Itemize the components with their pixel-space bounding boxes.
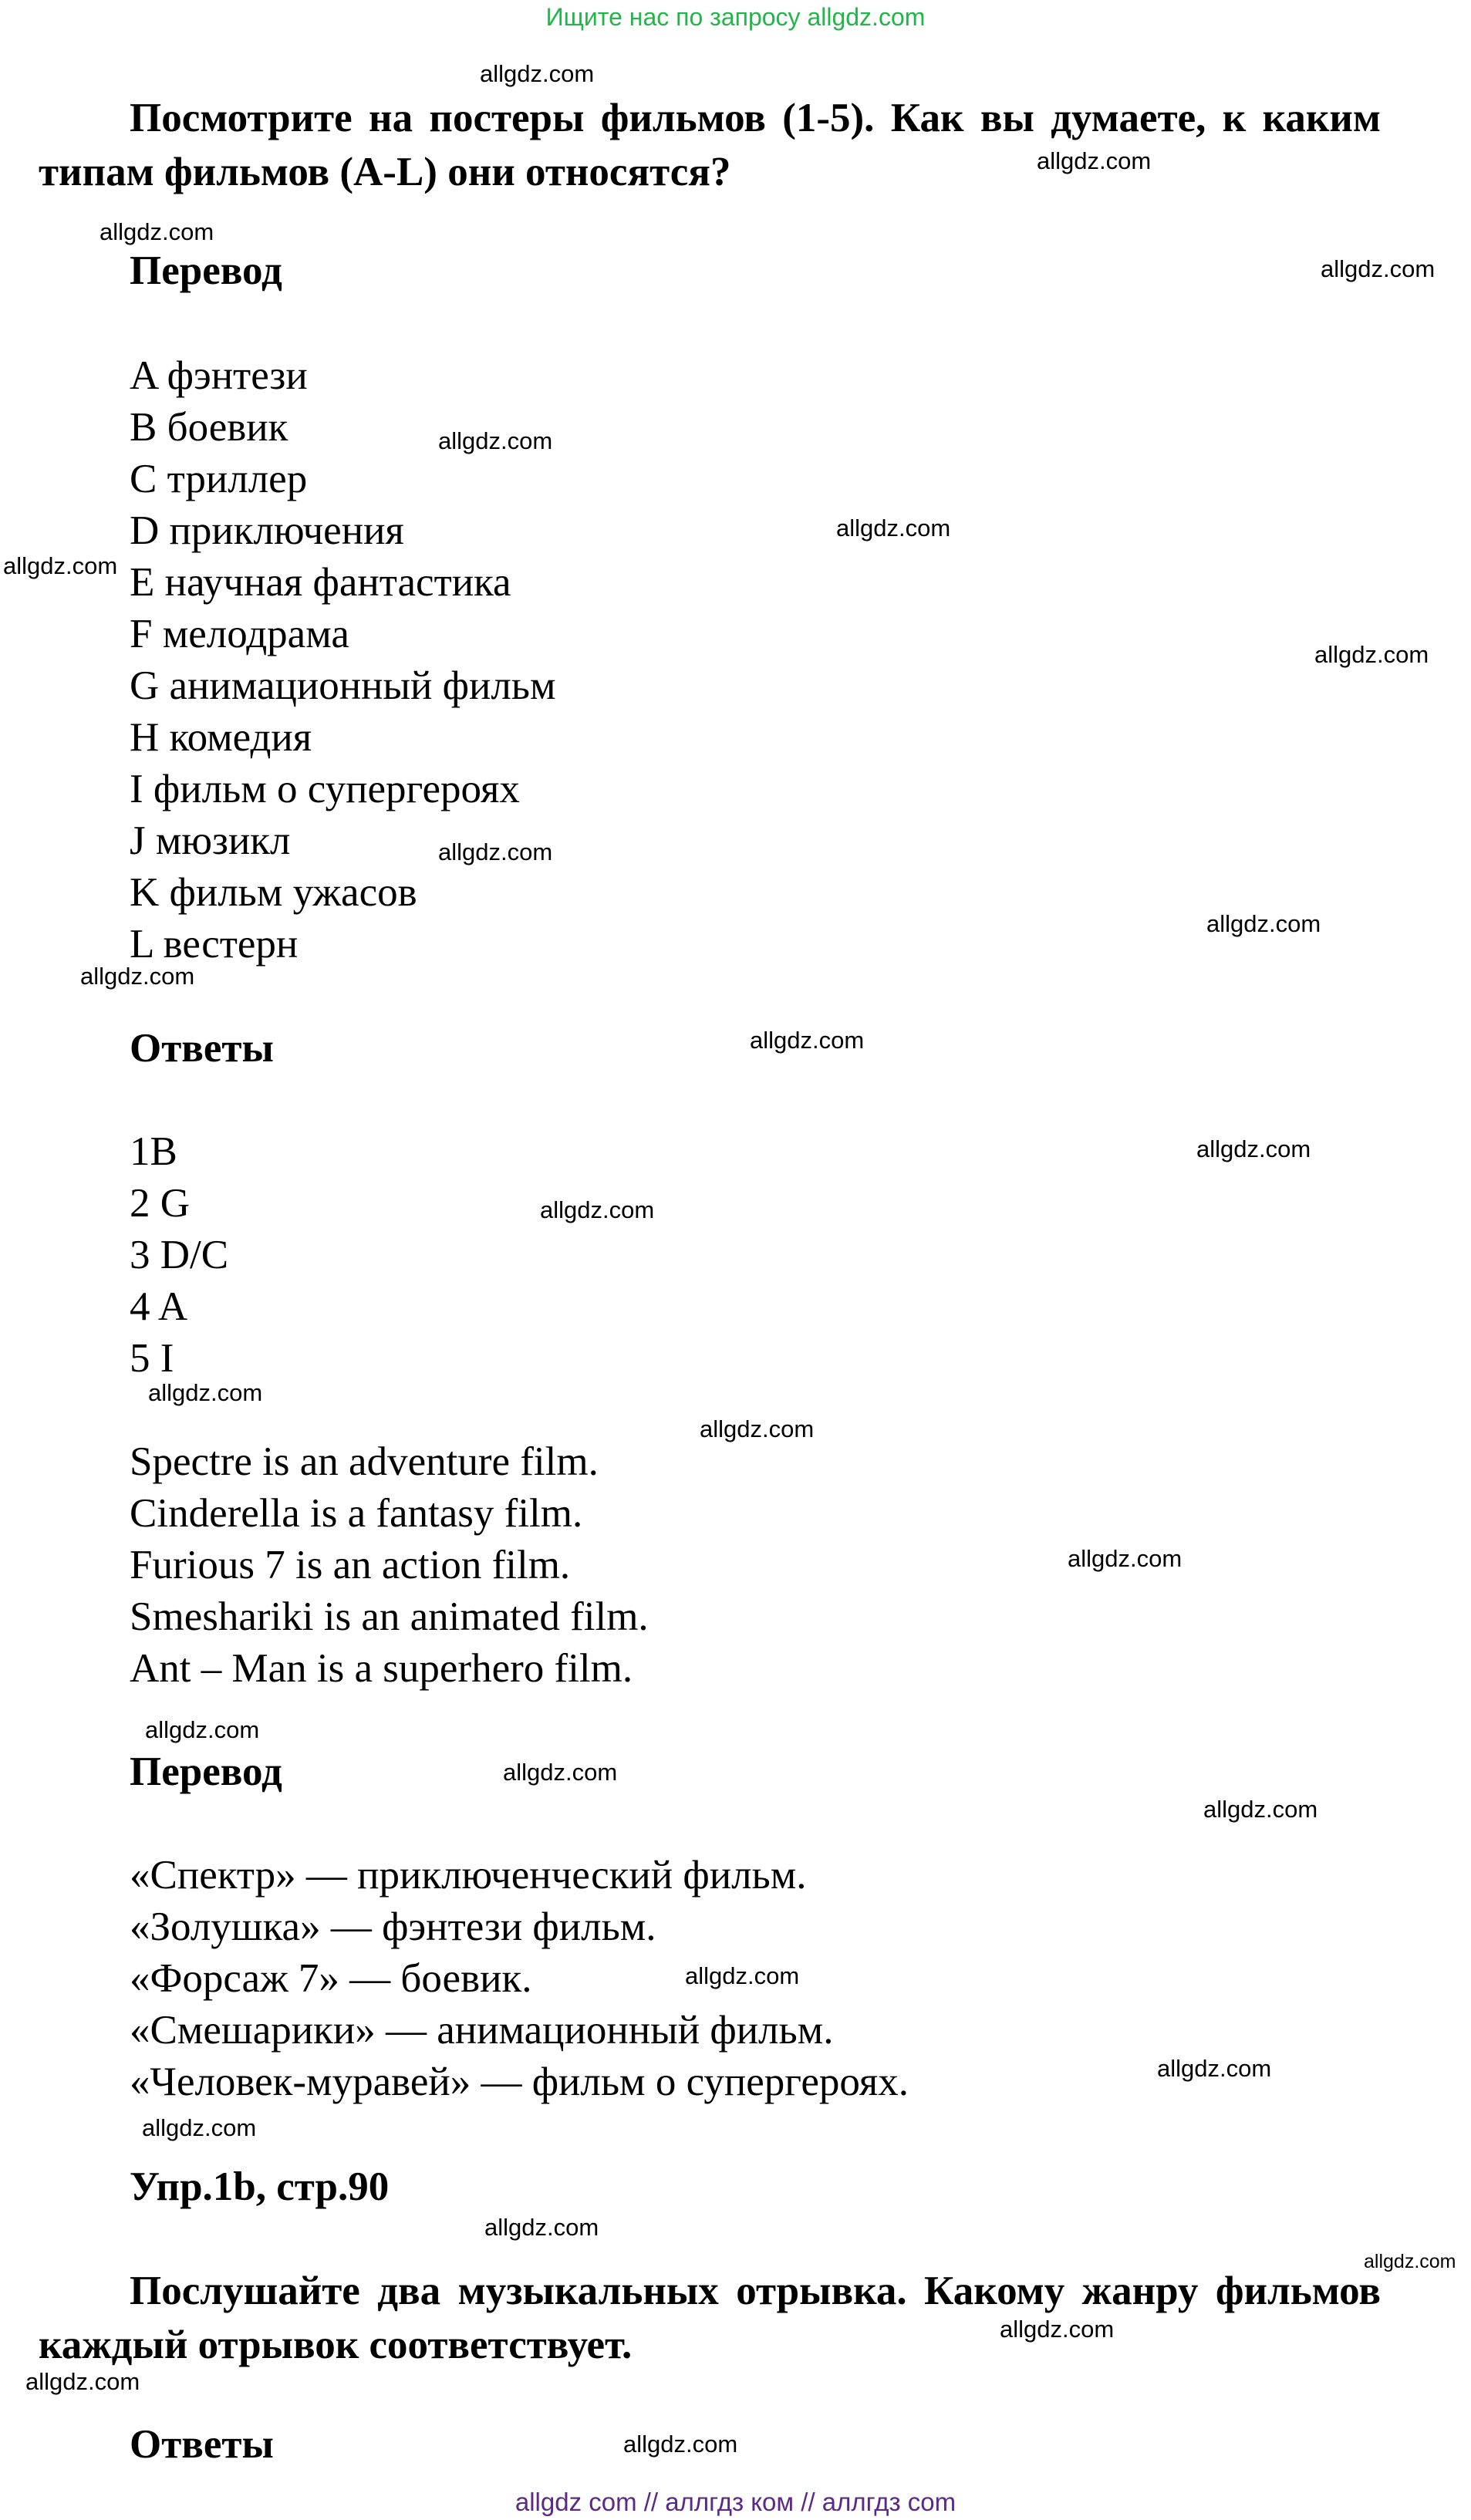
list-item: «Форсаж 7» — боевик. xyxy=(130,1956,532,2001)
list-item: «Смешарики» — анимационный фильм. xyxy=(130,2008,834,2053)
list-item: Ant – Man is a superhero film. xyxy=(130,1646,633,1691)
answers-list xyxy=(130,1126,228,1385)
footer-link[interactable]: allgdz com xyxy=(515,2488,637,2516)
list-item: Smeshariki is an animated film. xyxy=(130,1594,649,1639)
watermark-text: allgdz.com xyxy=(1203,1796,1318,1823)
watermark-text: allgdz.com xyxy=(1206,910,1321,937)
watermark-text: allgdz.com xyxy=(1364,2251,1456,2272)
watermark-text: allgdz.com xyxy=(623,2431,738,2458)
list-item: D приключения xyxy=(130,508,404,553)
list-item: E научная фантастика xyxy=(130,560,511,605)
watermark-text: allgdz.com xyxy=(700,1415,815,1442)
footer-separator: // xyxy=(643,2488,659,2516)
list-item: «Человек-муравей» — фильм о супергероях. xyxy=(130,2060,909,2104)
watermark-text: allgdz.com xyxy=(1196,1135,1311,1162)
watermark-text: allgdz.com xyxy=(836,514,951,541)
list-item: L вестерн xyxy=(130,922,299,967)
list-item: 1B xyxy=(130,1129,177,1174)
list-item: 3 D/C xyxy=(130,1233,229,1277)
list-item: Spectre is an adventure film. xyxy=(130,1439,599,1484)
exercise-title: Упр.1b, стр.90 xyxy=(130,2164,390,2209)
english-sentences xyxy=(130,1436,649,1695)
footer-links xyxy=(0,2486,1471,2518)
search-banner: Ищите нас по запросу allgdz.com xyxy=(545,3,926,31)
list-item: H комедия xyxy=(130,715,312,760)
watermark-text: allgdz.com xyxy=(1000,2316,1115,2343)
footer-link[interactable]: аллгдз com xyxy=(822,2488,956,2516)
watermark-text: allgdz.com xyxy=(480,60,595,87)
list-item: G анимационный фильм xyxy=(130,663,556,708)
list-item: J мюзикл xyxy=(130,818,291,863)
watermark-text: allgdz.com xyxy=(148,1379,263,1406)
list-item: «Золушка» — фэнтези фильм. xyxy=(130,1904,656,1949)
translation-heading: Перевод xyxy=(130,248,282,293)
watermark-text: allgdz.com xyxy=(100,218,214,245)
footer-separator: // xyxy=(801,2488,815,2516)
watermark-text: allgdz.com xyxy=(685,1962,800,1989)
answers-heading: Ответы xyxy=(130,1026,274,1071)
watermark-text: allgdz.com xyxy=(438,838,553,865)
watermark-text: allgdz.com xyxy=(1037,147,1152,174)
list-item: Cinderella is a fantasy film. xyxy=(130,1491,583,1536)
watermark-text: allgdz.com xyxy=(503,1759,618,1786)
list-item: I фильм о супергероях xyxy=(130,767,520,811)
watermark-text: allgdz.com xyxy=(1068,1545,1183,1572)
list-item: C триллер xyxy=(130,457,308,501)
watermark-text: allgdz.com xyxy=(80,963,195,990)
list-item: B боевик xyxy=(130,405,288,450)
watermark-text: allgdz.com xyxy=(25,2368,140,2395)
list-item: 4 A xyxy=(130,1284,188,1329)
list-item: K фильм ужасов xyxy=(130,870,417,915)
watermark-text: allgdz.com xyxy=(484,2214,599,2241)
watermark-text: allgdz.com xyxy=(1321,255,1436,282)
task-2-instruction: Послушайте два музыкальных отрывка. Какому жанру фильмов каждый отрывок соответствует. xyxy=(39,2269,1381,2367)
watermark-text: allgdz.com xyxy=(540,1196,655,1223)
translation-heading-2: Перевод xyxy=(130,1749,282,1794)
watermark-text: allgdz.com xyxy=(145,1716,260,1743)
watermark-text: allgdz.com xyxy=(1314,641,1429,668)
watermark-text: allgdz.com xyxy=(750,1027,865,1054)
watermark-text: allgdz.com xyxy=(3,552,118,579)
list-item: 2 G xyxy=(130,1181,191,1226)
watermark-text: allgdz.com xyxy=(142,2114,257,2141)
list-item: F мелодрама xyxy=(130,612,349,656)
list-item: Furious 7 is an action film. xyxy=(130,1543,571,1587)
footer-link[interactable]: аллгдз ком xyxy=(665,2488,795,2516)
answers-heading-2: Ответы xyxy=(130,2422,274,2467)
list-item: A фэнтези xyxy=(130,353,308,398)
list-item: 5 I xyxy=(130,1336,174,1381)
watermark-text: allgdz.com xyxy=(438,427,553,454)
task-1-instruction: Посмотрите на постеры фильмов (1-5). Как вы думаете, к каким типам фильмов (A-L) они относятся? xyxy=(39,96,1381,194)
list-item: «Спектр» — приключенческий фильм. xyxy=(130,1853,807,1898)
watermark-text: allgdz.com xyxy=(1157,2055,1272,2082)
